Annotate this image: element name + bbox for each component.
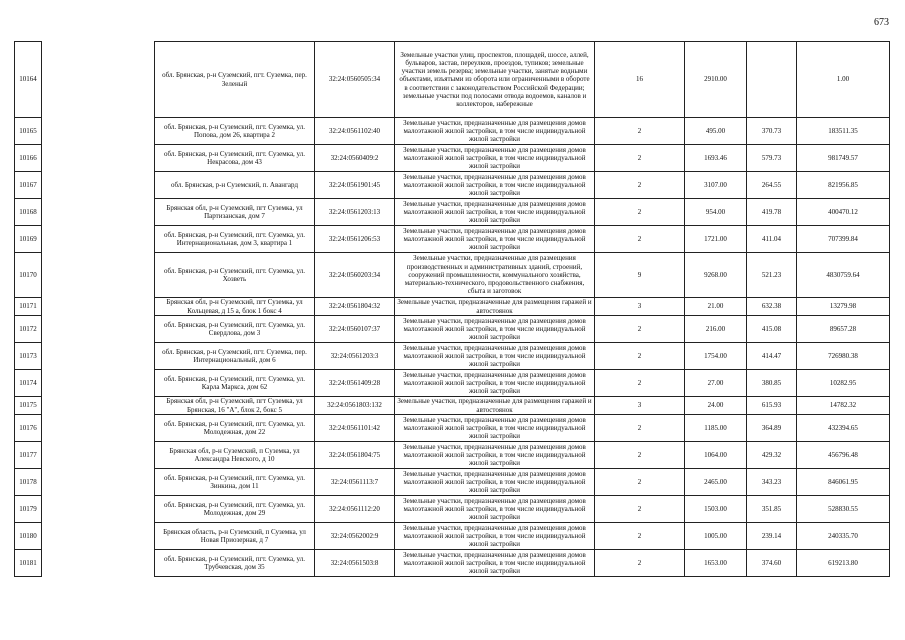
row-cadastral-value: 14782.32 [797, 397, 890, 415]
row-specific-value: 411.04 [747, 226, 797, 253]
table-row [15, 172, 890, 199]
row-address: обл. Брянская, р-н Суземский, пгт. Суземка, ул. Зинкина, дом 11 [155, 469, 315, 496]
row-cadastral-value: 528830.55 [797, 496, 890, 523]
row-specific-value: 374.60 [747, 550, 797, 577]
row-cadastral-value: 456796.48 [797, 442, 890, 469]
row-cadastral-value: 726980.38 [797, 343, 890, 370]
row-specific-value: 414.47 [747, 343, 797, 370]
row-address: обл. Брянская, р-н Суземский, пгт. Суземка, пер. Интернациональный, дом 6 [155, 343, 315, 370]
row-group: 3 [595, 298, 685, 316]
row-land-use: Земельные участки, предназначенные для размещения домов малоэтажной жилой застройки, в том числе индивидуальной жилой застройки [395, 145, 595, 172]
row-group: 2 [595, 316, 685, 343]
row-number: 10170 [15, 253, 42, 298]
row-specific-value: 351.85 [747, 496, 797, 523]
table-row [15, 226, 890, 253]
row-number: 10164 [15, 42, 42, 118]
table-row [15, 469, 890, 496]
row-cadastral-number: 32:24:0561901:45 [315, 172, 395, 199]
page-number: 673 [874, 17, 889, 28]
row-address: обл. Брянская, р-н Суземский, пгт. Суземка, ул. Карла Маркса, дом 62 [155, 370, 315, 397]
row-cadastral-number: 32:24:0561803:132 [315, 397, 395, 415]
row-cadastral-number: 32:24:0561113:7 [315, 469, 395, 496]
table-row [15, 397, 890, 415]
row-cadastral-value: 707399.84 [797, 226, 890, 253]
row-group: 16 [595, 42, 685, 118]
row-land-use: Земельные участки, предназначенные для размещения домов малоэтажной жилой застройки, в том числе индивидуальной жилой застройки [395, 118, 595, 145]
row-number: 10173 [15, 343, 42, 370]
row-land-use: Земельные участки, предназначенные для размещения домов малоэтажной жилой застройки, в том числе индивидуальной жилой застройки [395, 415, 595, 442]
row-area: 9268.00 [685, 253, 747, 298]
table-body [15, 42, 890, 577]
row-specific-value: 632.38 [747, 298, 797, 316]
row-cadastral-value: 846061.95 [797, 469, 890, 496]
row-group: 2 [595, 442, 685, 469]
row-area: 27.00 [685, 370, 747, 397]
row-number: 10165 [15, 118, 42, 145]
row-land-use: Земельные участки, предназначенные для размещения производственных и административных зданий, строений, сооружений промышленности, коммунального хозяйства, материально-технического, продовольственного снабжения, сбыта и заготовок [395, 253, 595, 298]
row-address: Брянская обл, р-н Суземский, п Суземка, ул Александра Невского, д 10 [155, 442, 315, 469]
row-cadastral-value: 13279.98 [797, 298, 890, 316]
row-group: 2 [595, 118, 685, 145]
row-number: 10176 [15, 415, 42, 442]
row-group: 9 [595, 253, 685, 298]
row-address: обл. Брянская, р-н Суземский, пгт. Суземка, ул. Трубчевская, дом 35 [155, 550, 315, 577]
row-number: 10177 [15, 442, 42, 469]
table-row [15, 145, 890, 172]
row-cadastral-value: 240335.70 [797, 523, 890, 550]
row-cadastral-number: 32:24:0561203:13 [315, 199, 395, 226]
row-area: 954.00 [685, 199, 747, 226]
row-land-use: Земельные участки, предназначенные для размещения гаражей и автостоянок [395, 397, 595, 415]
row-land-use: Земельные участки, предназначенные для размещения гаражей и автостоянок [395, 298, 595, 316]
row-area: 1064.00 [685, 442, 747, 469]
row-cadastral-value: 1.00 [797, 42, 890, 118]
row-cadastral-number: 32:24:0560203:34 [315, 253, 395, 298]
row-group: 2 [595, 172, 685, 199]
row-cadastral-number: 32:24:0561503:8 [315, 550, 395, 577]
gap-cell [42, 343, 155, 370]
gap-cell [42, 469, 155, 496]
row-address: Брянская обл, р-н Суземский, пгт Суземка, ул Кольцевая, д 15 а, блок 1 бокс 4 [155, 298, 315, 316]
row-number: 10178 [15, 469, 42, 496]
row-specific-value [747, 42, 797, 118]
row-area: 2910.00 [685, 42, 747, 118]
row-address: обл. Брянская, р-н Суземский, пгт. Суземка, ул. Хозветь [155, 253, 315, 298]
land-registry-table [14, 41, 890, 577]
row-cadastral-number: 32:24:0561804:32 [315, 298, 395, 316]
row-land-use: Земельные участки, предназначенные для размещения домов малоэтажной жилой застройки, в том числе индивидуальной жилой застройки [395, 442, 595, 469]
gap-cell [42, 42, 155, 118]
row-number: 10175 [15, 397, 42, 415]
row-specific-value: 579.73 [747, 145, 797, 172]
gap-cell [42, 253, 155, 298]
row-group: 2 [595, 343, 685, 370]
row-specific-value: 370.73 [747, 118, 797, 145]
gap-cell [42, 199, 155, 226]
row-specific-value: 615.93 [747, 397, 797, 415]
gap-cell [42, 397, 155, 415]
row-address: Брянская обл, р-н Суземский, пгт Суземка, ул Партизанская, дом 7 [155, 199, 315, 226]
row-group: 3 [595, 397, 685, 415]
row-cadastral-value: 821956.85 [797, 172, 890, 199]
row-group: 2 [595, 199, 685, 226]
row-number: 10168 [15, 199, 42, 226]
gap-cell [42, 370, 155, 397]
row-address: обл. Брянская, р-н Суземский, пгт. Суземка, пер. Зеленый [155, 42, 315, 118]
row-cadastral-value: 619213.80 [797, 550, 890, 577]
row-group: 2 [595, 550, 685, 577]
row-address: обл. Брянская, р-н Суземский, пгт. Суземка, ул. Интернациональная, дом 3, квартира 1 [155, 226, 315, 253]
row-address: обл. Брянская, р-н Суземский, пгт. Суземка, ул. Некрасова, дом 43 [155, 145, 315, 172]
row-land-use: Земельные участки, предназначенные для размещения домов малоэтажной жилой застройки, в том числе индивидуальной жилой застройки [395, 316, 595, 343]
row-number: 10180 [15, 523, 42, 550]
row-address: обл. Брянская, р-н Суземский, пгт. Суземка, ул. Молодежная, дом 29 [155, 496, 315, 523]
table-row [15, 523, 890, 550]
row-number: 10174 [15, 370, 42, 397]
gap-cell [42, 172, 155, 199]
row-cadastral-number: 32:24:0560409:2 [315, 145, 395, 172]
row-area: 1503.00 [685, 496, 747, 523]
row-area: 24.00 [685, 397, 747, 415]
table-row [15, 199, 890, 226]
row-number: 10179 [15, 496, 42, 523]
gap-cell [42, 316, 155, 343]
table-row [15, 253, 890, 298]
gap-cell [42, 118, 155, 145]
row-land-use: Земельные участки, предназначенные для размещения домов малоэтажной жилой застройки, в том числе индивидуальной жилой застройки [395, 550, 595, 577]
row-number: 10171 [15, 298, 42, 316]
row-cadastral-value: 400470.12 [797, 199, 890, 226]
row-cadastral-number: 32:24:0560505:34 [315, 42, 395, 118]
row-area: 1721.00 [685, 226, 747, 253]
table-row [15, 118, 890, 145]
row-land-use: Земельные участки, предназначенные для размещения домов малоэтажной жилой застройки, в том числе индивидуальной жилой застройки [395, 496, 595, 523]
row-cadastral-value: 10282.95 [797, 370, 890, 397]
row-area: 2465.00 [685, 469, 747, 496]
row-cadastral-number: 32:24:0561112:20 [315, 496, 395, 523]
table-row [15, 42, 890, 118]
gap-cell [42, 442, 155, 469]
row-number: 10167 [15, 172, 42, 199]
gap-cell [42, 523, 155, 550]
row-cadastral-value: 432394.65 [797, 415, 890, 442]
row-cadastral-number: 32:24:0561203:3 [315, 343, 395, 370]
row-land-use: Земельные участки, предназначенные для размещения домов малоэтажной жилой застройки, в том числе индивидуальной жилой застройки [395, 343, 595, 370]
gap-cell [42, 496, 155, 523]
row-area: 1754.00 [685, 343, 747, 370]
row-land-use: Земельные участки, предназначенные для размещения домов малоэтажной жилой застройки, в том числе индивидуальной жилой застройки [395, 226, 595, 253]
row-area: 216.00 [685, 316, 747, 343]
row-specific-value: 239.14 [747, 523, 797, 550]
row-area: 1005.00 [685, 523, 747, 550]
row-land-use: Земельные участки, предназначенные для размещения домов малоэтажной жилой застройки, в том числе индивидуальной жилой застройки [395, 370, 595, 397]
table-row [15, 343, 890, 370]
row-group: 2 [595, 523, 685, 550]
row-group: 2 [595, 370, 685, 397]
table-row [15, 496, 890, 523]
row-address: Брянская область, р-н Суземский, п Суземка, ул Новая Приозерная, д 7 [155, 523, 315, 550]
row-cadastral-value: 89657.28 [797, 316, 890, 343]
row-address: обл. Брянская, р-н Суземский, пгт. Суземка, ул. Попова, дом 26, квартира 2 [155, 118, 315, 145]
table-row [15, 550, 890, 577]
table-row [15, 316, 890, 343]
row-cadastral-number: 32:24:0561409:28 [315, 370, 395, 397]
row-group: 2 [595, 469, 685, 496]
row-address: обл. Брянская, р-н Суземский, п. Авангард [155, 172, 315, 199]
row-group: 2 [595, 496, 685, 523]
row-specific-value: 521.23 [747, 253, 797, 298]
row-number: 10169 [15, 226, 42, 253]
row-land-use: Земельные участки улиц, проспектов, площадей, шоссе, аллей, бульваров, застав, переулков, проездов, тупиков; земельные участки земель резерва; земельные участки, занятые водными объектами, изъятыми из оборота или ограниченными в обороте в соответствии с законодательством Российской Федерации; земельные участки под полосами отвода водоемов, каналов и коллекторов, набережные [395, 42, 595, 118]
row-cadastral-value: 4830759.64 [797, 253, 890, 298]
row-specific-value: 343.23 [747, 469, 797, 496]
row-number: 10166 [15, 145, 42, 172]
gap-cell [42, 226, 155, 253]
row-land-use: Земельные участки, предназначенные для размещения домов малоэтажной жилой застройки, в том числе индивидуальной жилой застройки [395, 199, 595, 226]
row-number: 10181 [15, 550, 42, 577]
table-row [15, 370, 890, 397]
row-address: Брянская обл, р-н Суземский, пгт Суземка, ул Брянская, 16 "А", блок 2, бокс 5 [155, 397, 315, 415]
row-land-use: Земельные участки, предназначенные для размещения домов малоэтажной жилой застройки, в том числе индивидуальной жилой застройки [395, 523, 595, 550]
row-specific-value: 415.08 [747, 316, 797, 343]
row-area: 1693.46 [685, 145, 747, 172]
row-cadastral-value: 183511.35 [797, 118, 890, 145]
table-row [15, 415, 890, 442]
row-number: 10172 [15, 316, 42, 343]
row-address: обл. Брянская, р-н Суземский, пгт. Суземка, ул. Молодежная, дом 22 [155, 415, 315, 442]
row-cadastral-number: 32:24:0561804:75 [315, 442, 395, 469]
row-specific-value: 264.55 [747, 172, 797, 199]
row-group: 2 [595, 226, 685, 253]
row-area: 21.00 [685, 298, 747, 316]
row-area: 1653.00 [685, 550, 747, 577]
row-cadastral-number: 32:24:0561206:53 [315, 226, 395, 253]
row-address: обл. Брянская, р-н Суземский, пгт. Суземка, ул. Свердлова, дом 3 [155, 316, 315, 343]
row-cadastral-number: 32:24:0562002:9 [315, 523, 395, 550]
table-row [15, 298, 890, 316]
row-specific-value: 419.78 [747, 199, 797, 226]
row-specific-value: 364.89 [747, 415, 797, 442]
gap-cell [42, 298, 155, 316]
gap-cell [42, 145, 155, 172]
row-cadastral-number: 32:24:0561102:40 [315, 118, 395, 145]
row-specific-value: 429.32 [747, 442, 797, 469]
row-area: 3107.00 [685, 172, 747, 199]
row-cadastral-number: 32:24:0561101:42 [315, 415, 395, 442]
row-cadastral-number: 32:24:0560107:37 [315, 316, 395, 343]
row-group: 2 [595, 145, 685, 172]
row-land-use: Земельные участки, предназначенные для размещения домов малоэтажной жилой застройки, в том числе индивидуальной жилой застройки [395, 469, 595, 496]
gap-cell [42, 415, 155, 442]
row-group: 2 [595, 415, 685, 442]
row-specific-value: 380.85 [747, 370, 797, 397]
row-land-use: Земельные участки, предназначенные для размещения домов малоэтажной жилой застройки, в том числе индивидуальной жилой застройки [395, 172, 595, 199]
gap-cell [42, 550, 155, 577]
row-area: 1185.00 [685, 415, 747, 442]
table-row [15, 442, 890, 469]
row-cadastral-value: 981749.57 [797, 145, 890, 172]
row-area: 495.00 [685, 118, 747, 145]
